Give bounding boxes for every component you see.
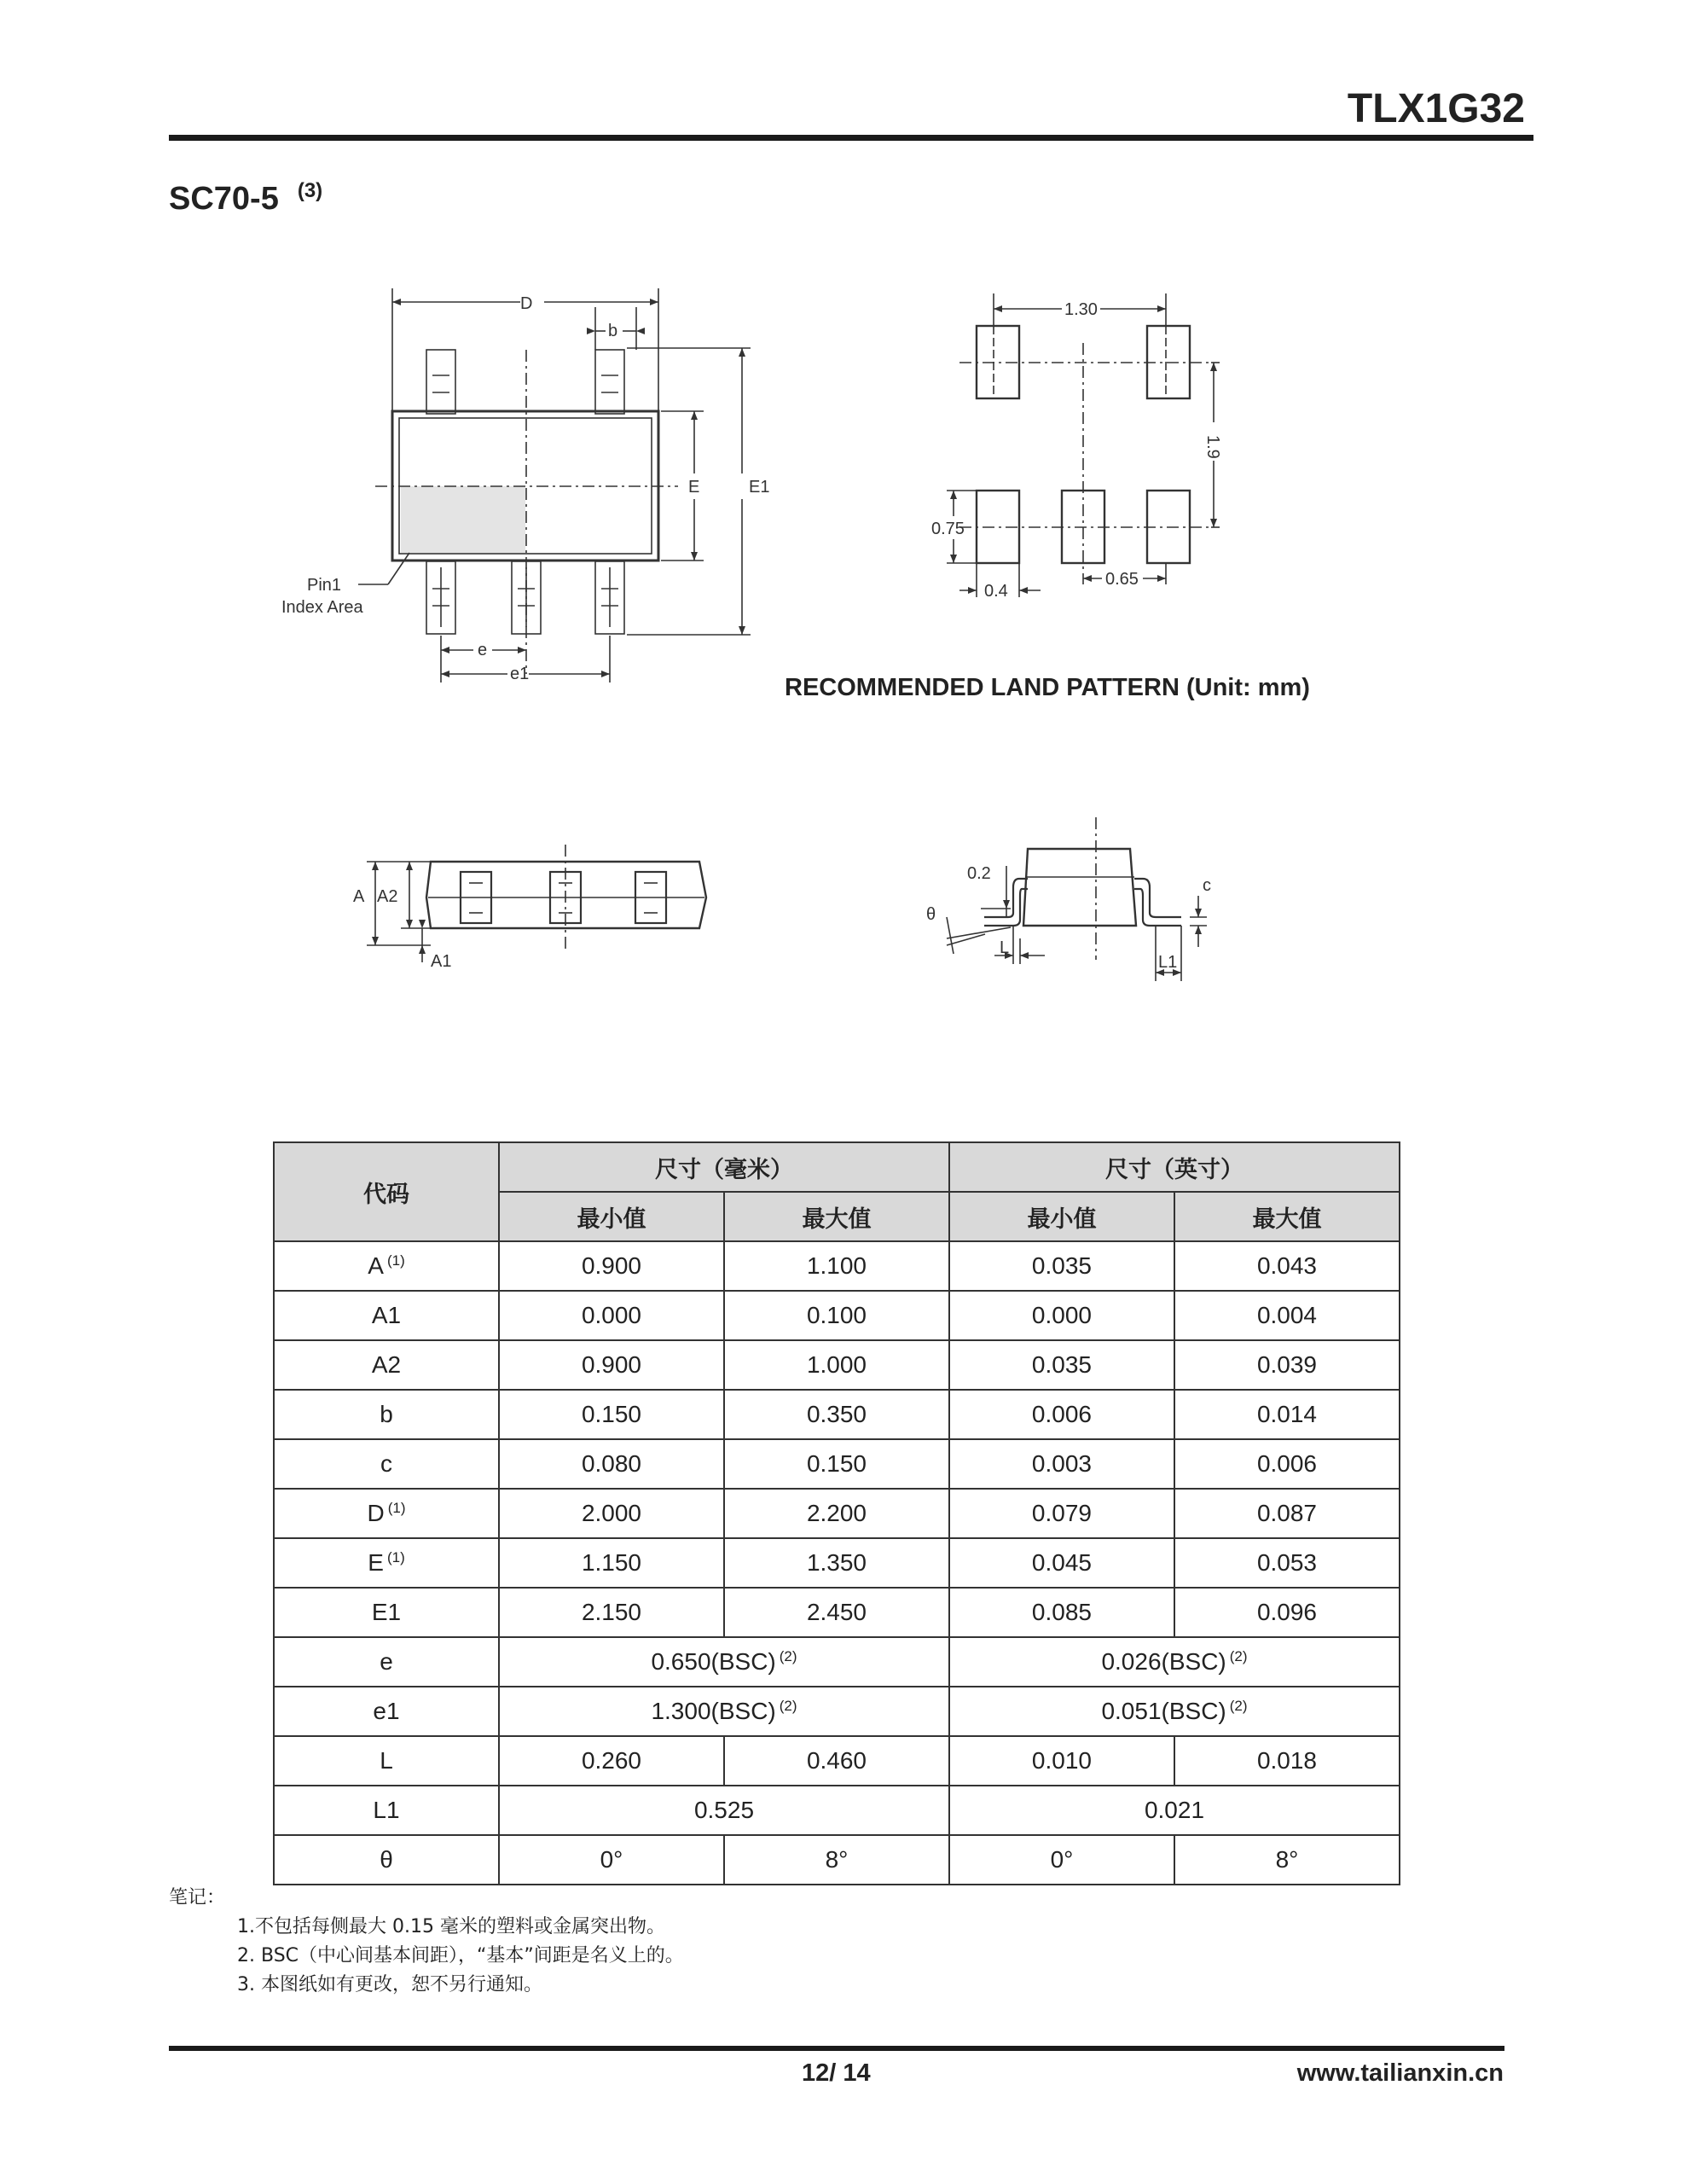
cell-inch-max [1174, 1835, 1400, 1885]
table-row [274, 1637, 1400, 1687]
cell-mm-span [499, 1687, 949, 1736]
dim-label-theta: θ [926, 905, 936, 924]
note-ref: (2) [779, 1698, 797, 1714]
dim-label-0-75: 0.75 [931, 520, 965, 538]
cell-mm-max-value: 1.100 [806, 1252, 867, 1279]
cell-inch-max [1174, 1390, 1400, 1439]
cell-code [274, 1291, 499, 1340]
note-ref: (2) [1229, 1648, 1248, 1664]
note-item: 1.不包括每侧最大 0.15 毫米的塑料或金属突出物。 [237, 1916, 665, 1937]
cell-mm-max [724, 1390, 949, 1439]
pin1-label: Pin1 [307, 576, 342, 595]
cell-inch-span-value: 0.026(BSC) [1101, 1648, 1226, 1675]
cell-mm-min-value: 0.000 [581, 1302, 642, 1328]
cell-inch-min-value: 0° [1050, 1846, 1074, 1873]
dimension-table [273, 1141, 1400, 1885]
cell-inch-max-value: 0.004 [1256, 1302, 1318, 1328]
cell-inch-max-value: 0.053 [1256, 1549, 1318, 1576]
document-title: TLX1G32 [1347, 86, 1525, 131]
cell-code-value: b [380, 1401, 393, 1427]
dim-label-c: c [1203, 876, 1211, 895]
cell-mm-max-value: 0.350 [806, 1401, 867, 1427]
cell-inch-span [949, 1687, 1400, 1736]
cell-inch-span-value: 0.051(BSC) [1101, 1698, 1226, 1724]
cell-code [274, 1786, 499, 1835]
cell-code-value: D [367, 1500, 385, 1526]
table-row [274, 1439, 1400, 1489]
cell-inch-min [949, 1390, 1174, 1439]
notes-title: 笔记： [169, 1887, 226, 1908]
header-rule [169, 135, 1533, 141]
cell-code-value: A2 [371, 1351, 402, 1378]
header-code: 代码 [274, 1142, 499, 1241]
table-row [274, 1390, 1400, 1439]
cell-inch-min-value: 0.035 [1031, 1351, 1092, 1378]
cell-mm-max-value: 1.350 [806, 1549, 867, 1576]
cell-code-value: L1 [373, 1797, 400, 1823]
dim-label-D: D [520, 294, 533, 313]
cell-inch-max-value: 8° [1275, 1846, 1299, 1873]
cell-mm-max-value: 0.100 [806, 1302, 867, 1328]
dim-label-0-2: 0.2 [967, 864, 991, 883]
package-name: SC70-5 [169, 181, 279, 217]
cell-mm-max-value: 2.450 [806, 1599, 867, 1625]
cell-mm-min [499, 1340, 724, 1390]
note-ref: (1) [387, 1500, 406, 1516]
cell-mm-max [724, 1340, 949, 1390]
cell-code [274, 1439, 499, 1489]
cell-inch-max [1174, 1241, 1400, 1291]
cell-inch-min [949, 1291, 1174, 1340]
cell-inch-span-value: 0.021 [1144, 1797, 1205, 1823]
cell-code [274, 1489, 499, 1538]
side-view-drawing [341, 836, 716, 990]
table-row [274, 1687, 1400, 1736]
cell-inch-min [949, 1340, 1174, 1390]
cell-inch-min-value: 0.000 [1031, 1302, 1092, 1328]
cell-inch-min [949, 1538, 1174, 1588]
cell-mm-min [499, 1538, 724, 1588]
cell-mm-max [724, 1439, 949, 1489]
cell-code [274, 1835, 499, 1885]
cell-mm-max-value: 8° [825, 1846, 849, 1873]
cell-mm-min-value: 0.260 [581, 1747, 642, 1774]
cell-inch-min-value: 0.003 [1031, 1450, 1092, 1477]
dim-label-b: b [608, 322, 618, 340]
header-inch-max: 最大值 [1174, 1192, 1400, 1241]
dim-label-1-9: 1.9 [1203, 435, 1222, 459]
cell-inch-max-value: 0.096 [1256, 1599, 1318, 1625]
table-row [274, 1786, 1400, 1835]
cell-mm-max-value: 2.200 [806, 1500, 867, 1526]
cell-mm-min [499, 1835, 724, 1885]
table-row [274, 1588, 1400, 1637]
cell-mm-max [724, 1588, 949, 1637]
cell-code [274, 1588, 499, 1637]
cell-mm-min-value: 2.000 [581, 1500, 642, 1526]
dim-label-0-65: 0.65 [1105, 570, 1139, 589]
cell-mm-max [724, 1241, 949, 1291]
cell-code-value: E1 [371, 1599, 402, 1625]
table-row [274, 1241, 1400, 1291]
notes [169, 1884, 684, 2000]
cell-mm-max [724, 1538, 949, 1588]
cell-inch-max-value: 0.018 [1256, 1747, 1318, 1774]
cell-inch-min [949, 1835, 1174, 1885]
cell-code [274, 1241, 499, 1291]
cell-mm-min [499, 1736, 724, 1786]
cell-mm-min-value: 2.150 [581, 1599, 642, 1625]
cell-mm-min-value: 0.900 [581, 1351, 642, 1378]
cell-code [274, 1538, 499, 1588]
cell-inch-span [949, 1637, 1400, 1687]
cell-mm-min-value: 0.080 [581, 1450, 642, 1477]
cell-code [274, 1736, 499, 1786]
cell-mm-min [499, 1439, 724, 1489]
cell-code-value: L [380, 1747, 393, 1774]
cell-inch-max-value: 0.043 [1256, 1252, 1318, 1279]
table-row [274, 1736, 1400, 1786]
cell-inch-min [949, 1241, 1174, 1291]
cell-code-value: c [380, 1450, 392, 1477]
dim-label-e1: e1 [510, 665, 530, 683]
end-view-drawing [913, 810, 1271, 1007]
table-row [274, 1489, 1400, 1538]
cell-mm-min-value: 0° [600, 1846, 623, 1873]
cell-inch-max [1174, 1291, 1400, 1340]
cell-code [274, 1687, 499, 1736]
dim-label-0-4: 0.4 [984, 582, 1008, 601]
dim-label-A: A [353, 887, 365, 906]
table-row [274, 1538, 1400, 1588]
cell-mm-span-value: 1.300(BSC) [651, 1698, 776, 1724]
cell-mm-max-value: 0.460 [806, 1747, 867, 1774]
cell-code-value: θ [380, 1846, 393, 1873]
note-item: 2. BSC（中心间基本间距），“基本”间距是名义上的。 [237, 1945, 684, 1966]
cell-inch-min-value: 0.010 [1031, 1747, 1092, 1774]
cell-code [274, 1340, 499, 1390]
cell-inch-max [1174, 1588, 1400, 1637]
cell-inch-span [949, 1786, 1400, 1835]
cell-code-value: A [368, 1252, 384, 1279]
cell-mm-min-value: 1.150 [581, 1549, 642, 1576]
cell-mm-span-value: 0.650(BSC) [651, 1648, 776, 1675]
header-inch-min: 最小值 [949, 1192, 1174, 1241]
cell-mm-min [499, 1588, 724, 1637]
table-row [274, 1291, 1400, 1340]
cell-code-value: e [380, 1648, 393, 1675]
cell-mm-max [724, 1291, 949, 1340]
cell-mm-min [499, 1241, 724, 1291]
pin1-index-area-label: Index Area [281, 598, 363, 617]
package-note-ref: (3) [297, 179, 323, 202]
dim-label-L: L [1000, 938, 1010, 957]
cell-mm-min [499, 1489, 724, 1538]
dim-label-L1: L1 [1158, 953, 1178, 972]
top-view-drawing [273, 282, 802, 700]
note-ref: (1) [386, 1252, 405, 1269]
cell-inch-max [1174, 1736, 1400, 1786]
cell-inch-min-value: 0.045 [1031, 1549, 1092, 1576]
cell-code [274, 1637, 499, 1687]
website-link[interactable]: www.tailianxin.cn [1296, 2059, 1504, 2087]
note-ref: (1) [386, 1549, 405, 1565]
cell-inch-min [949, 1736, 1174, 1786]
table-row [274, 1835, 1400, 1885]
cell-inch-max [1174, 1439, 1400, 1489]
land-pattern-caption: RECOMMENDED LAND PATTERN (Unit: mm) [785, 674, 1310, 701]
cell-mm-max [724, 1736, 949, 1786]
footer-rule [169, 2046, 1504, 2051]
cell-mm-min-value: 0.900 [581, 1252, 642, 1279]
dim-label-e: e [478, 641, 488, 659]
header-inch: 尺寸（英寸） [949, 1142, 1400, 1192]
cell-inch-min-value: 0.035 [1031, 1252, 1092, 1279]
cell-code-value: E [368, 1549, 384, 1576]
package-heading [169, 179, 322, 218]
cell-inch-max [1174, 1538, 1400, 1588]
land-pattern-drawing [913, 282, 1245, 606]
table-row [274, 1340, 1400, 1390]
cell-inch-min [949, 1489, 1174, 1538]
cell-inch-max-value: 0.014 [1256, 1401, 1318, 1427]
cell-inch-min [949, 1588, 1174, 1637]
cell-mm-min [499, 1291, 724, 1340]
cell-inch-max [1174, 1489, 1400, 1538]
cell-mm-span [499, 1786, 949, 1835]
cell-inch-min [949, 1439, 1174, 1489]
cell-mm-min [499, 1390, 724, 1439]
cell-inch-min-value: 0.079 [1031, 1500, 1092, 1526]
cell-inch-min-value: 0.085 [1031, 1599, 1092, 1625]
cell-inch-max [1174, 1340, 1400, 1390]
cell-mm-span [499, 1637, 949, 1687]
cell-code [274, 1390, 499, 1439]
note-item: 3. 本图纸如有更改，恕不另行通知。 [237, 1974, 542, 1995]
table-body [274, 1241, 1400, 1885]
cell-code-value: e1 [373, 1698, 400, 1724]
cell-mm-max-value: 0.150 [806, 1450, 867, 1477]
cell-mm-max-value: 1.000 [806, 1351, 867, 1378]
cell-inch-max-value: 0.006 [1256, 1450, 1318, 1477]
note-ref: (2) [1229, 1698, 1248, 1714]
page-number: 12/ 14 [802, 2059, 871, 2087]
dim-label-1-30: 1.30 [1064, 300, 1098, 319]
cell-code-value: A1 [371, 1302, 402, 1328]
dim-label-A1: A1 [431, 952, 452, 971]
cell-mm-span-value: 0.525 [693, 1797, 755, 1823]
cell-inch-max-value: 0.087 [1256, 1500, 1318, 1526]
dim-label-E1: E1 [749, 478, 770, 497]
cell-inch-max-value: 0.039 [1256, 1351, 1318, 1378]
header-mm-min: 最小值 [499, 1192, 724, 1241]
header-mm: 尺寸（毫米） [499, 1142, 949, 1192]
cell-mm-max [724, 1489, 949, 1538]
dim-label-E: E [688, 478, 700, 497]
note-ref: (2) [779, 1648, 797, 1664]
dim-label-A2: A2 [377, 887, 398, 906]
cell-inch-min-value: 0.006 [1031, 1401, 1092, 1427]
cell-mm-max [724, 1835, 949, 1885]
cell-mm-min-value: 0.150 [581, 1401, 642, 1427]
header-mm-max: 最大值 [724, 1192, 949, 1241]
